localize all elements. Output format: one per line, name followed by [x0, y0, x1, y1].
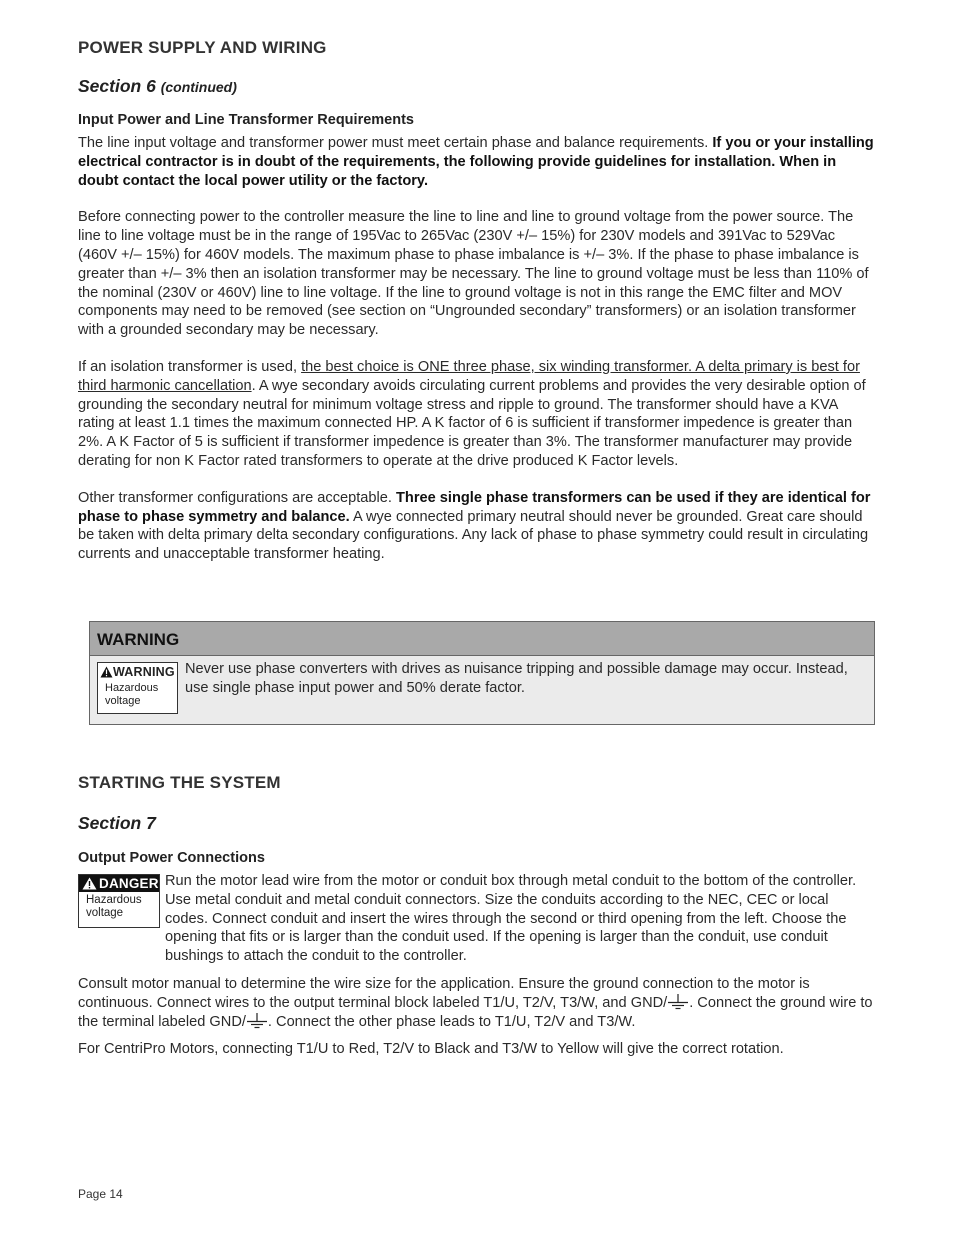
page-title: POWER SUPPLY AND WIRING	[78, 38, 327, 57]
danger-label-subtext: Hazardous voltage	[86, 894, 142, 919]
paragraph-bold-text: Three single phase transformers can be used if they are identical for phase to phase symmetry and balance.	[78, 489, 871, 525]
paragraph-wire-size	[78, 975, 874, 1031]
paragraph-text: The line input voltage and transformer power must meet certain phase and balance requirements.	[78, 135, 713, 151]
section-heading	[78, 76, 874, 97]
warning-text: Never use phase converters with drives as nuisance tripping and possible damage may occur. Instead, use single phase input power and 50% derate factor.	[185, 661, 848, 696]
danger-label-title	[79, 875, 159, 892]
starting-title: STARTING THE SYSTEM	[78, 773, 281, 792]
page-number: Page 14	[78, 1187, 123, 1201]
paragraph-motor-lead	[78, 872, 874, 966]
paragraph-requirements	[78, 134, 874, 190]
subsection-heading: Input Power and Line Transformer Requirements	[78, 112, 414, 128]
output-power-block	[78, 872, 874, 966]
paragraph-other-configurations	[78, 489, 874, 564]
paragraph-text: . A wye secondary avoids circulating current problems and provides the very desirable option of grounding the secondary neutral for minimum voltage stress and ripple to ground. The transformer should have a KVA rating at least 1.1 times the maximum connected HP. A K factor of 6 is sufficient if transformer impedence is greater than 2%. A K Factor of 5 is sufficient if transformer impedence is greater than 3%. The transformer manufacturer may provide derating for non K Factor rated transformers to operate at the drive produced K Factor levels.	[78, 377, 866, 469]
section-note: (continued)	[160, 79, 237, 95]
starting-section	[78, 773, 874, 1059]
warning-triangle-icon	[100, 666, 113, 678]
paragraph-voltage: Before connecting power to the controller measure the line to line and line to ground voltage from the power source. The line to line voltage must be in the range of 195Vac to 265Vac (230V +/– 15%) for 230V models and 391Vac to 529Vac (460V +/– 15%) for 460V models. The maximum phase to phase imbalance is +/– 3%. If the phase to phase imbalance is greater than +/– 3% then an isolation transformer may be necessary. The line to ground voltage must be less than 110% of the nominal (230V or 460V) line to line voltage. If the line to ground voltage is not in this range the EMC filter and MOV components may need to be removed (see section on “Ungrounded secondary” transformers) or an isolation transformer with a grounded secondary may be necessary.	[78, 209, 869, 339]
section-7-heading: Section 7	[78, 813, 156, 833]
paragraph-centripro: For CentriPro Motors, connecting T1/U to Red, T2/V to Black and T3/W to Yellow will give the correct rotation.	[78, 1041, 784, 1058]
ground-symbol-icon	[667, 994, 689, 1010]
warning-heading: WARNING	[90, 622, 874, 656]
paragraph-text: Other transformer configurations are acceptable.	[78, 489, 396, 506]
paragraph-text: Run the motor lead wire from the motor or conduit box through metal conduit to the bottom of the controller. Use metal conduit and metal conduit connectors. Size the conduits according to the NEC, CEC or local codes. Connect conduit and insert the wires through the second or third opening from the left. Choose the opening that fits or is larger than the conduit used. If the opening is larger than the conduit, use conduit bushings to attach the conduit to the controller.	[165, 873, 857, 965]
paragraph-text: A wye connected primary neutral should never be grounded. Great care should be taken with delta primary delta secondary configurations. Any lack of phase to phase symmetry could result in circulating currents and unacceptable transformer heating.	[78, 508, 869, 563]
warning-label-text: WARNING	[113, 665, 175, 679]
section-label: Section 6	[78, 76, 156, 96]
warning-label-title	[98, 663, 177, 679]
output-power-heading: Output Power Connections	[78, 850, 265, 866]
underlined-text: the best choice is ONE three phase, six winding transformer. A delta primary is best for third harmonic cancellation	[78, 358, 860, 394]
paragraph-bold-text: If you or your installing electrical contractor is in doubt of the requirements, the following provide guidelines for installation. When in doubt contact the local power utility or the factory.	[78, 135, 874, 189]
page-content	[78, 38, 874, 1058]
warning-label	[97, 662, 178, 714]
warning-label-subtext: Hazardous voltage	[105, 682, 159, 707]
paragraph-text: Consult motor manual to determine the wire size for the application. Ensure the ground connection to the motor is continuous. Connect wires to the output terminal block labeled T1/U, T2/V, T3/W, and GND/	[78, 975, 810, 1011]
ground-symbol-icon	[246, 1013, 268, 1029]
danger-label	[78, 874, 160, 928]
warning-box	[89, 621, 875, 725]
paragraph-text: . Connect the other phase leads to T1/U, T2/V and T3/W.	[267, 1013, 636, 1030]
paragraph-text: If an isolation transformer is used,	[78, 358, 302, 375]
danger-label-text: DANGER	[99, 876, 159, 891]
paragraph-isolation-transformer	[78, 358, 874, 471]
paragraph-text: . Connect the ground wire to the terminal labeled GND/	[78, 994, 873, 1030]
danger-triangle-icon	[82, 877, 97, 890]
